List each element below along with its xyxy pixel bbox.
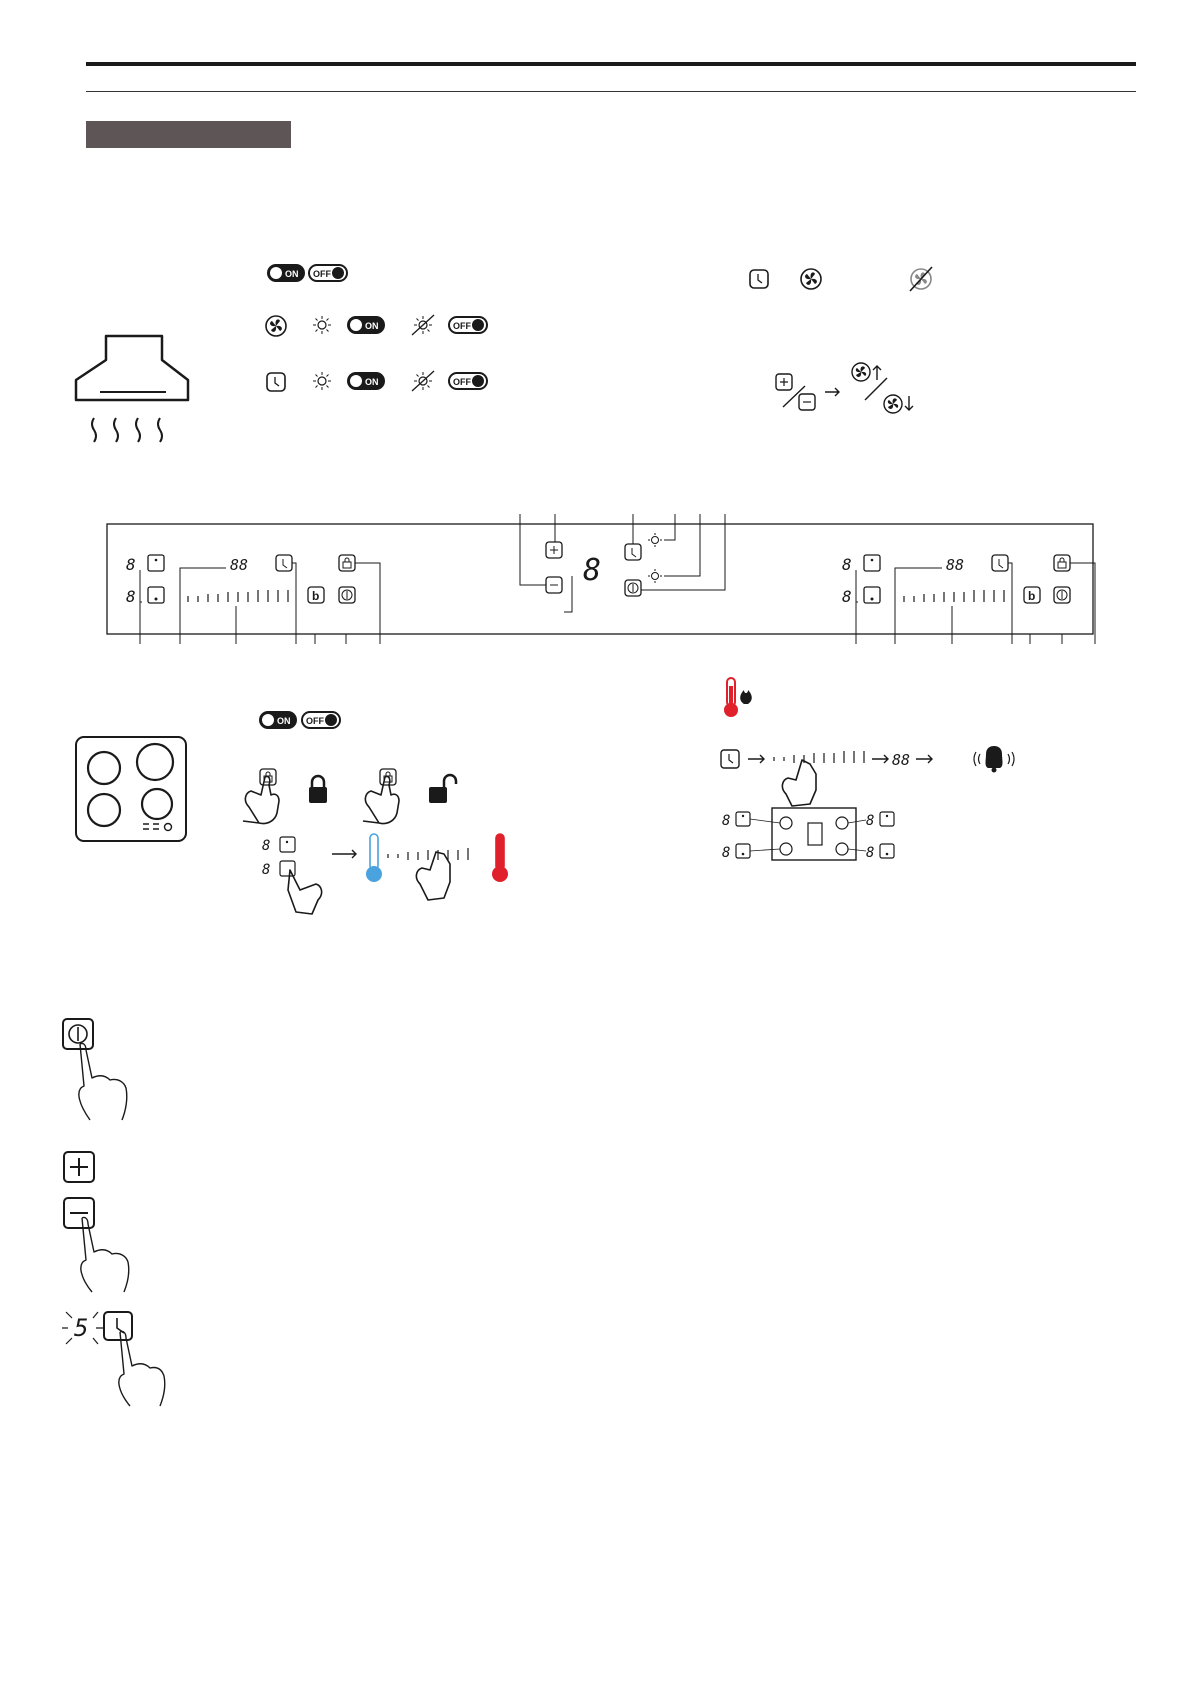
control-panel-diagram bbox=[0, 510, 1191, 650]
on-toggle-icon bbox=[347, 316, 385, 334]
light-off-icon bbox=[410, 314, 436, 336]
off-toggle-icon bbox=[301, 711, 341, 729]
off-toggle-icon bbox=[448, 372, 488, 390]
cooker-hood-icon bbox=[70, 330, 200, 442]
section-bar bbox=[86, 121, 291, 148]
svg-text:8: 8 bbox=[583, 553, 602, 588]
zone-map-diagram bbox=[720, 805, 900, 865]
on-toggle-icon bbox=[267, 264, 305, 282]
header-rule-thin bbox=[86, 91, 1136, 92]
zone-temperature-diagram bbox=[260, 830, 520, 930]
on-toggle-icon bbox=[259, 711, 297, 729]
svg-text:8: 8 bbox=[126, 555, 136, 574]
svg-text:OFF: OFF bbox=[453, 321, 471, 331]
lock-open-icon bbox=[429, 775, 456, 803]
timer-icon bbox=[749, 269, 769, 289]
svg-text:ON: ON bbox=[365, 321, 379, 331]
timer-sequence-diagram bbox=[720, 740, 1040, 810]
svg-text:88: 88 bbox=[230, 556, 249, 574]
svg-text:OFF: OFF bbox=[313, 269, 331, 279]
header-rule-thick bbox=[86, 62, 1136, 66]
svg-text:8: 8 bbox=[866, 813, 875, 829]
fan-speed-diagram bbox=[775, 360, 935, 420]
plus-key-icon bbox=[62, 1150, 96, 1184]
fan-icon bbox=[800, 268, 822, 290]
lock-sequence-diagram bbox=[225, 765, 465, 835]
svg-text:OFF: OFF bbox=[453, 377, 471, 387]
thermometer-cold-icon bbox=[366, 834, 382, 882]
on-toggle-icon bbox=[347, 372, 385, 390]
svg-text:b: b bbox=[1028, 589, 1036, 603]
svg-text:88: 88 bbox=[892, 751, 911, 769]
off-toggle-icon bbox=[448, 316, 488, 334]
svg-text:ON: ON bbox=[285, 269, 299, 279]
bell-icon bbox=[974, 746, 1014, 773]
svg-text:ON: ON bbox=[365, 377, 379, 387]
svg-text:8: 8 bbox=[262, 838, 271, 854]
svg-text:8: 8 bbox=[722, 813, 731, 829]
svg-text:8: 8 bbox=[842, 555, 852, 574]
timer-icon bbox=[266, 372, 286, 392]
lock-closed-icon bbox=[309, 776, 327, 803]
fan-off-icon bbox=[908, 266, 934, 292]
hob-icon bbox=[75, 736, 187, 842]
off-toggle-icon bbox=[308, 264, 348, 282]
svg-text:b: b bbox=[312, 589, 320, 603]
svg-text:ON: ON bbox=[277, 716, 291, 726]
power-key-press-icon bbox=[60, 1016, 150, 1126]
svg-text:8: 8 bbox=[722, 845, 731, 861]
hot-surface-icon bbox=[722, 676, 756, 720]
timer-example bbox=[62, 1308, 172, 1408]
light-off-icon bbox=[410, 370, 436, 392]
svg-text:8: 8 bbox=[126, 587, 136, 606]
svg-text:5: 5 bbox=[74, 1314, 89, 1342]
svg-text:88: 88 bbox=[946, 556, 965, 574]
light-icon bbox=[312, 371, 332, 391]
flashing-display-icon bbox=[62, 1308, 104, 1348]
svg-text:8: 8 bbox=[842, 587, 852, 606]
fan-icon bbox=[265, 315, 287, 337]
timer-key-press-icon bbox=[102, 1310, 182, 1410]
minus-key-press-icon bbox=[62, 1196, 152, 1296]
svg-text:8: 8 bbox=[262, 862, 271, 878]
svg-text:OFF: OFF bbox=[306, 716, 324, 726]
light-icon bbox=[312, 315, 332, 335]
svg-text:8: 8 bbox=[866, 845, 875, 861]
thermometer-hot-icon bbox=[492, 834, 508, 882]
